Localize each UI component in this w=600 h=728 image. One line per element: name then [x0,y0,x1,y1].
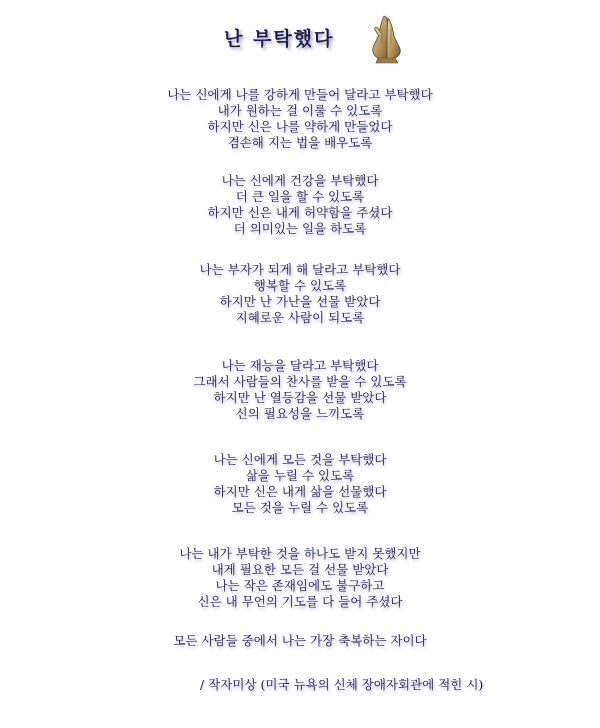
poem-line: 내게 필요한 모든 걸 선물 받았다 [211,562,389,577]
praying-hands-icon [370,14,404,64]
poem-line: 행복할 수 있도록 [253,278,347,293]
poem-line: 나는 신에게 건강을 부탁했다 [221,173,379,188]
page-title: 난 부탁했다 [224,28,335,50]
poem-line: 하지만 신은 내게 삶을 선물했다 [213,484,387,499]
stanza-3 [0,262,600,326]
poem-line: 하지만 신은 내게 허약함을 주셨다 [207,205,393,220]
stanza-2 [0,173,600,237]
poem-line: 나는 작은 존재임에도 불구하고 [215,578,385,593]
poem-line: 삶을 누릴 수 있도록 [245,468,355,483]
poem-line: 나는 재능을 달라고 부탁했다 [221,358,379,373]
author-credit: / 작자미상 (미국 뉴욕의 신체 장애자회관에 적힌 시) [200,677,484,692]
poem-line: 하지만 난 열등감을 선물 받았다 [213,390,387,405]
poem-line: 하지만 난 가난을 선물 받았다 [219,294,381,309]
poem-line: 나는 신에게 나를 강하게 만들어 달라고 부탁했다 [167,87,433,102]
stanza-4 [0,358,600,422]
stanza-6 [0,546,600,610]
conclusion-line: 모든 사람들 중에서 나는 가장 축복하는 자이다 [173,633,427,648]
poem-line: 그래서 사람들의 찬사를 받을 수 있도록 [193,374,407,389]
poem-line: 겸손해 지는 법을 배우도록 [227,135,373,150]
poem-line: 더 의미있는 일을 하도록 [233,221,367,236]
header [0,14,600,66]
poem-line: 하지만 신은 나를 약하게 만들었다 [207,119,393,134]
poem-body [0,87,600,610]
poem-line: 신의 필요성을 느끼도록 [235,406,365,421]
stanza-1 [0,87,600,151]
stanza-5 [0,452,600,516]
poem-line: 신은 내 무언의 기도를 다 들어 주셨다 [197,594,403,609]
poem-line: 나는 내가 부탁한 것을 하나도 받지 못했지만 [179,546,421,561]
poem-line: 지혜로운 사람이 되도록 [235,310,365,325]
poem-line: 모든 것을 누릴 수 있도록 [231,500,369,515]
poem-line: 내가 원하는 걸 이룰 수 있도록 [217,103,383,118]
poem-line: 더 큰 일을 할 수 있도록 [235,189,365,204]
poem-line: 나는 부자가 되게 해 달라고 부탁했다 [199,262,401,277]
poem-line: 나는 신에게 모든 것을 부탁했다 [213,452,387,467]
